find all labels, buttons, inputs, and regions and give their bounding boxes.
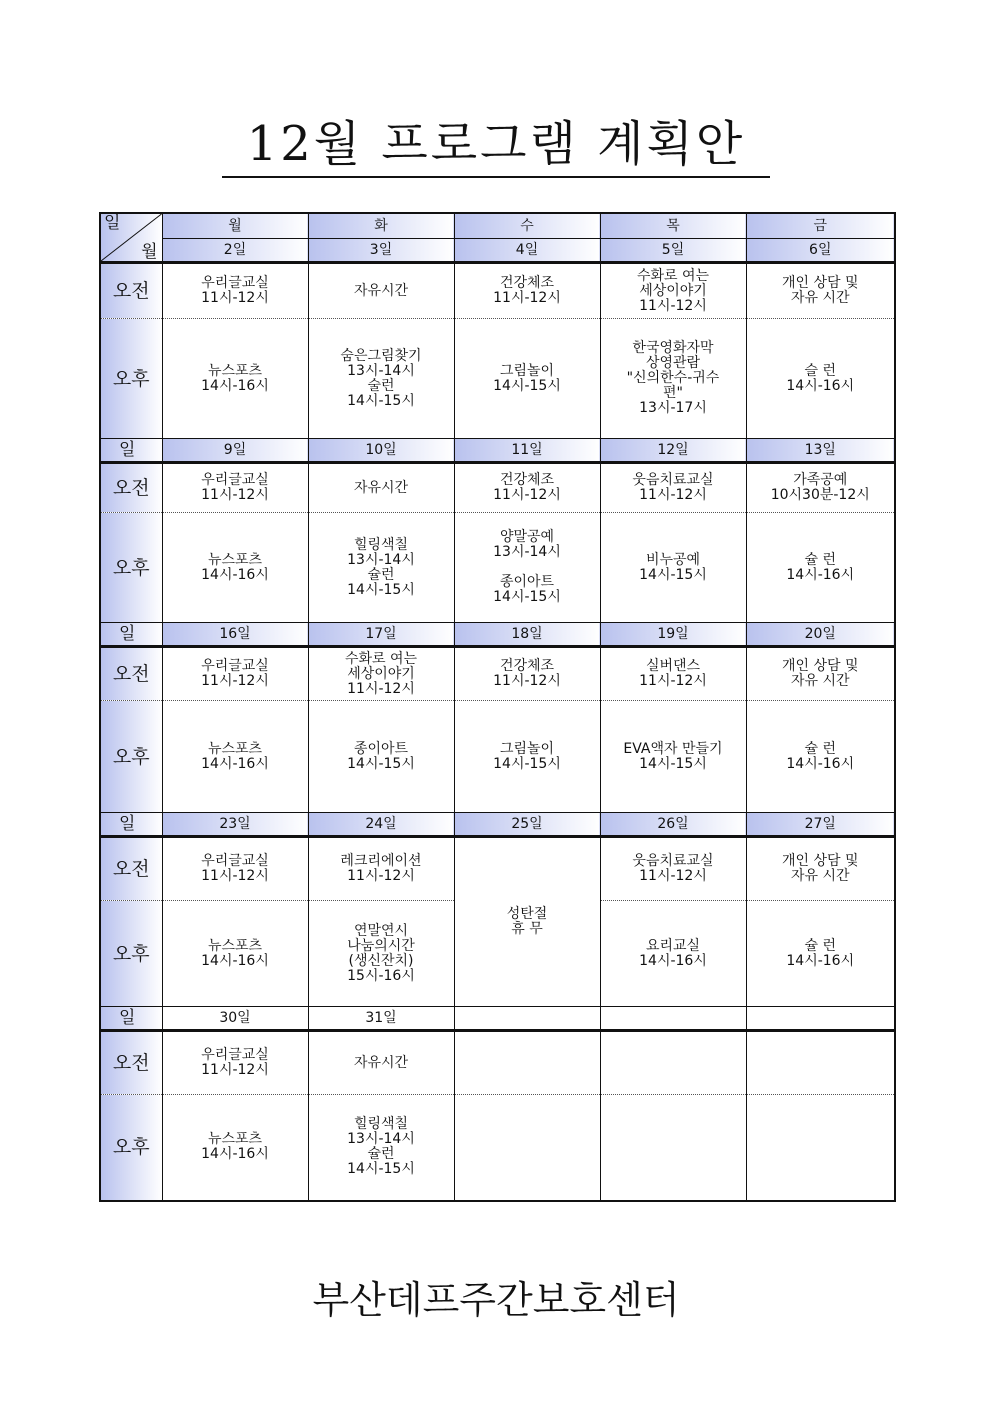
program-cell: 한국영화자막 상영관람 "신의한수-귀수 편" 13시-17시 <box>600 319 746 439</box>
program-cell: 연말연시 나눔의시간 (생신잔치) 15시-16시 <box>308 901 454 1007</box>
day-label: 일 <box>100 439 162 463</box>
weekday-wed: 수 <box>454 213 600 239</box>
date-cell: 10일 <box>308 439 454 463</box>
program-cell: 우리글교실 11시-12시 <box>162 463 308 513</box>
program-cell: 우리글교실 11시-12시 <box>162 647 308 701</box>
period-label-pm: 오후 <box>100 513 162 623</box>
period-label-pm: 오후 <box>100 701 162 813</box>
pm-row-week-5 <box>100 1095 895 1201</box>
program-cell: 우리글교실 11시-12시 <box>162 263 308 319</box>
program-cell: 뉴스포츠 14시-16시 <box>162 901 308 1007</box>
date-cell: 16일 <box>162 623 308 647</box>
holiday-cell: 성탄절 휴 무 <box>454 837 600 1007</box>
date-cell: 31일 <box>308 1007 454 1031</box>
period-label-am: 오전 <box>100 647 162 701</box>
program-cell <box>454 1095 600 1201</box>
program-cell <box>746 1031 895 1095</box>
day-label: 일 <box>100 623 162 647</box>
period-label-am: 오전 <box>100 463 162 513</box>
period-label-pm: 오후 <box>100 1095 162 1201</box>
date-cell <box>454 1007 600 1031</box>
program-cell: 뉴스포츠 14시-16시 <box>162 701 308 813</box>
program-cell: 건강체조 11시-12시 <box>454 263 600 319</box>
page-title: 12월 프로그램 계획안 <box>222 112 770 178</box>
date-row-week-1 <box>100 239 895 263</box>
header-corner-cell <box>100 213 162 263</box>
period-label-am: 오전 <box>100 1031 162 1095</box>
program-cell: 개인 상담 및 자유 시간 <box>746 647 895 701</box>
period-label-am: 오전 <box>100 837 162 901</box>
date-cell: 26일 <box>600 813 746 837</box>
date-cell: 17일 <box>308 623 454 647</box>
program-cell: 개인 상담 및 자유 시간 <box>746 263 895 319</box>
date-cell: 19일 <box>600 623 746 647</box>
weekday-fri: 금 <box>746 213 895 239</box>
am-row-week-1 <box>100 263 895 319</box>
weekday-header-row <box>100 213 895 239</box>
date-cell: 30일 <box>162 1007 308 1031</box>
date-row-week-4 <box>100 813 895 837</box>
am-row-week-4 <box>100 837 895 901</box>
program-cell: 웃음치료교실 11시-12시 <box>600 463 746 513</box>
program-cell: 종이아트 14시-15시 <box>308 701 454 813</box>
date-cell: 2일 <box>162 239 308 263</box>
date-cell: 3일 <box>308 239 454 263</box>
date-row-week-3 <box>100 623 895 647</box>
program-cell: 실버댄스 11시-12시 <box>600 647 746 701</box>
date-cell: 6일 <box>746 239 895 263</box>
program-cell: 수화로 여는 세상이야기 11시-12시 <box>308 647 454 701</box>
schedule-table <box>99 212 896 1202</box>
program-cell: 힐링색칠 13시-14시 슐런 14시-15시 <box>308 513 454 623</box>
day-label: 일 <box>100 813 162 837</box>
am-row-week-3 <box>100 647 895 701</box>
program-cell: 슐 런 14시-16시 <box>746 701 895 813</box>
pm-row-week-3 <box>100 701 895 813</box>
date-cell: 23일 <box>162 813 308 837</box>
period-label-pm: 오후 <box>100 901 162 1007</box>
program-cell: 가족공예 10시30분-12시 <box>746 463 895 513</box>
date-cell: 24일 <box>308 813 454 837</box>
program-cell: 자유시간 <box>308 1031 454 1095</box>
program-cell: 자유시간 <box>308 463 454 513</box>
date-cell: 9일 <box>162 439 308 463</box>
date-cell: 25일 <box>454 813 600 837</box>
date-cell: 4일 <box>454 239 600 263</box>
am-row-week-5 <box>100 1031 895 1095</box>
period-label-pm: 오후 <box>100 319 162 439</box>
date-cell: 12일 <box>600 439 746 463</box>
corner-weekday-label: 월 <box>141 242 158 262</box>
date-cell: 27일 <box>746 813 895 837</box>
program-cell: 숨은그림찾기 13시-14시 술런 14시-15시 <box>308 319 454 439</box>
weekday-tue: 화 <box>308 213 454 239</box>
center-name: 부산데프주간보호센터 <box>312 1278 680 1322</box>
program-cell: 개인 상담 및 자유 시간 <box>746 837 895 901</box>
program-cell: 슬 런 14시-16시 <box>746 319 895 439</box>
program-cell: 양말공예 13시-14시 종이아트 14시-15시 <box>454 513 600 623</box>
program-cell: 우리글교실 11시-12시 <box>162 837 308 901</box>
corner-day-label: 일 <box>104 213 121 233</box>
program-cell <box>454 1031 600 1095</box>
weekday-mon: 월 <box>162 213 308 239</box>
program-cell: 수화로 여는 세상이야기 11시-12시 <box>600 263 746 319</box>
program-cell: 레크리에이션 11시-12시 <box>308 837 454 901</box>
day-label: 일 <box>100 1007 162 1031</box>
program-cell: 우리글교실 11시-12시 <box>162 1031 308 1095</box>
program-cell: 건강체조 11시-12시 <box>454 463 600 513</box>
program-cell <box>600 1031 746 1095</box>
period-label-am: 오전 <box>100 263 162 319</box>
program-cell: 웃음치료교실 11시-12시 <box>600 837 746 901</box>
program-cell: 뉴스포츠 14시-16시 <box>162 1095 308 1201</box>
program-cell: 요리교실 14시-16시 <box>600 901 746 1007</box>
weekday-thu: 목 <box>600 213 746 239</box>
date-row-week-2 <box>100 439 895 463</box>
program-cell: 뉴스포츠 14시-16시 <box>162 319 308 439</box>
program-cell <box>600 1095 746 1201</box>
program-cell: 건강체조 11시-12시 <box>454 647 600 701</box>
program-cell: 뉴스포츠 14시-16시 <box>162 513 308 623</box>
program-cell <box>746 1095 895 1201</box>
date-row-week-5 <box>100 1007 895 1031</box>
pm-row-week-1 <box>100 319 895 439</box>
program-cell: 그림놀이 14시-15시 <box>454 701 600 813</box>
program-cell: 힐링색칠 13시-14시 슐런 14시-15시 <box>308 1095 454 1201</box>
date-cell: 18일 <box>454 623 600 647</box>
date-cell: 11일 <box>454 439 600 463</box>
program-cell: EVA액자 만들기 14시-15시 <box>600 701 746 813</box>
date-cell: 13일 <box>746 439 895 463</box>
am-row-week-2 <box>100 463 895 513</box>
date-cell <box>746 1007 895 1031</box>
date-cell: 20일 <box>746 623 895 647</box>
date-cell <box>600 1007 746 1031</box>
date-cell: 5일 <box>600 239 746 263</box>
program-cell: 슐 런 14시-16시 <box>746 901 895 1007</box>
pm-row-week-2 <box>100 513 895 623</box>
program-cell: 자유시간 <box>308 263 454 319</box>
program-cell: 슐 런 14시-16시 <box>746 513 895 623</box>
program-cell: 비누공예 14시-15시 <box>600 513 746 623</box>
program-cell: 그림놀이 14시-15시 <box>454 319 600 439</box>
